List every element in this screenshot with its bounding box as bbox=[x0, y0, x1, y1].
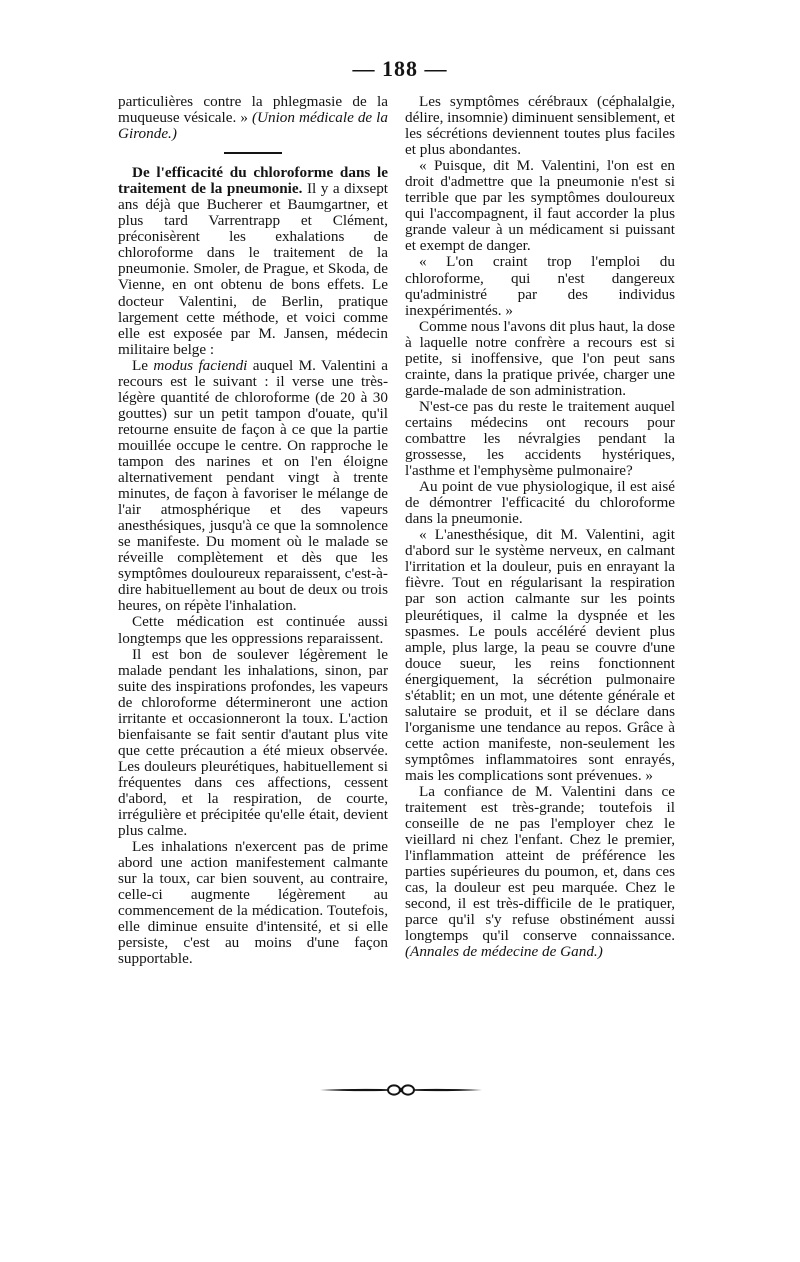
intro-paragraph bbox=[118, 94, 388, 142]
right-column bbox=[405, 94, 675, 961]
left-column bbox=[118, 94, 388, 967]
paragraph-2-lead: Le bbox=[132, 356, 149, 374]
article-heading: De l'efficacité du chloroforme dans le traitement de la pneumonie. bbox=[118, 164, 388, 198]
paragraph-13-text: La confiance de M. Valentini dans ce traitement est très-grande; toutefois il conseille de ne pas l'employer chez le vieillard ni chez l'enfant. Chez le premier, l'inflammation atteint de préférence les parties supérieures du poumon, et, dans ces cas, la douleur est peu marquée. Chez le second, il est très-difficile de le pratiquer, parce qu'il s'y refuse obstinément aussi longtemps qu'il conserve connaissance. bbox=[405, 783, 675, 945]
intro-text: particulières contre la phlegmasie de la muqueuse vésicale. » bbox=[118, 93, 388, 127]
article-paragraph-11: Au point de vue physiologique, il est aisé de démontrer l'efficacité du chloroforme dans la pneumonie. bbox=[405, 478, 675, 528]
closing-citation: (Annales de médecine de Gand.) bbox=[405, 943, 603, 961]
article-opening-paragraph bbox=[118, 165, 388, 358]
article-paragraph-5: Les inhalations n'exercent pas de prime abord une action manifestement calmante sur la toux, car bien souvent, au contraire, celle-ci augmente légèrement au commencement de la médication. Toutefois, elle diminue ensuite d'intensité, et si elle persiste, c'est au moins d'une façon supportable. bbox=[118, 838, 388, 968]
intro-citation: (Union médicale de la Gironde.) bbox=[118, 109, 388, 143]
paragraph-2-text: auquel M. Valentini a recours est le suivant : il verse une très-légère quantité de chloroforme (de 20 à 30 gouttes) sur un petit tampon d'ouate, qu'il retourne ensuite de façon à ce que la partie mouillée occupe le centre. On rapproche le tampon des narines et on l'en éloigne alternativement pendant vingt à trente minutes, de façon à favoriser le mélange de l'air atmosphérique et des vapeurs anesthésiques, jusqu'à ce que la somnolence se manifeste. Du moment où le malade se réveille complètement et dès que les symptômes douloureux reparaissent, c'est-à-dire habituellement au bout de deux ou trois heures, on répète l'inhalation. bbox=[118, 356, 389, 615]
page-number: — 188 — bbox=[352, 56, 448, 81]
section-divider bbox=[224, 152, 282, 154]
article-paragraph-6: Les symptômes cérébraux (céphalalgie, délire, insomnie) diminuent sensiblement, et les sécrétions deviennent toutes plus faciles et plus abondantes. bbox=[405, 93, 675, 159]
article-paragraph-1: Il y a dixsept ans déjà que Bucherer et Baumgartner, et plus tard Varrentrapp et Clément, préconisèrent les exhalations de chloroforme dans le traitement de la pneumonie. Smoler, de Prague, et Skoda, de Vienne, en ont obtenu de bons effets. Le docteur Valentini, de Berlin, pratique largement cette méthode, et voici comme elle est exposée par M. Jansen, médecin militaire belge : bbox=[118, 180, 389, 358]
article-paragraph-12: « L'anesthésique, dit M. Valentini, agit d'abord sur le système nerveux, en calmant l'irritation et la douleur, puis en enrayant la fièvre. Tout en régularisant la respiration par son action calmante sur les points pleurétiques, il calme la dyspnée et les spasmes. Le pouls accéléré devient plus ample, plus large, la peau se couvre d'une douce sueur, les reins fonctionnent énergiquement, la sécrétion pulmonaire s'établit; en un mot, une détente générale et salutaire se produit, et il se déclare dans l'organisme une tendance au repos. Grâce à cette action manifeste, non-seulement les symptômes inflammatoires sont enrayés, mais les complications sont prévenues. » bbox=[405, 526, 675, 784]
article-paragraph-8: « L'on craint trop l'emploi du chloroforme, qui n'est dangereux qu'administré par des individus inexpérimentés. » bbox=[405, 253, 675, 319]
article-paragraph-3: Cette médication est continuée aussi longtemps que les oppressions reparaissent. bbox=[118, 613, 388, 647]
modus-faciendi-term: modus faciendi bbox=[153, 356, 248, 374]
article-paragraph-13 bbox=[405, 784, 675, 961]
end-ornament-icon bbox=[318, 1083, 484, 1097]
article-paragraph-9: Comme nous l'avons dit plus haut, la dose à laquelle notre confrère a recours est si petite, si inoffensive, que l'on peut sans crainte, dans la pratique privée, charger une garde-malade de son administration. bbox=[405, 317, 675, 399]
article-paragraph-2 bbox=[118, 358, 388, 615]
article-paragraph-7: « Puisque, dit M. Valentini, l'on est en droit d'admettre que la pneumonie n'est si terrible que par les symptômes douloureux qui l'accompagnent, il faut accorder la plus grande valeur à un médicament si puissant et exempt de danger. bbox=[405, 157, 675, 255]
article-paragraph-10: N'est-ce pas du reste le traitement auquel certains médecins ont recours pour combattre les névralgies pendant la grossesse, les accidents hystériques, l'asthme et l'emphysème pulmonaire? bbox=[405, 397, 675, 480]
article-paragraph-4: Il est bon de soulever légèrement le malade pendant les inhalations, sinon, par suite des inspirations profondes, les vapeurs de chloroforme détermineront une action irritante et occasionneront la toux. L'action bienfaisante se fait sentir d'autant plus vite que cette précaution a été mieux observée. Les douleurs pleurétiques, habituellement si fréquentes dans ces affections, cessent d'abord, et la respiration, de courte, irrégulière et précipitée qu'elle était, devient plus calme. bbox=[118, 645, 388, 840]
